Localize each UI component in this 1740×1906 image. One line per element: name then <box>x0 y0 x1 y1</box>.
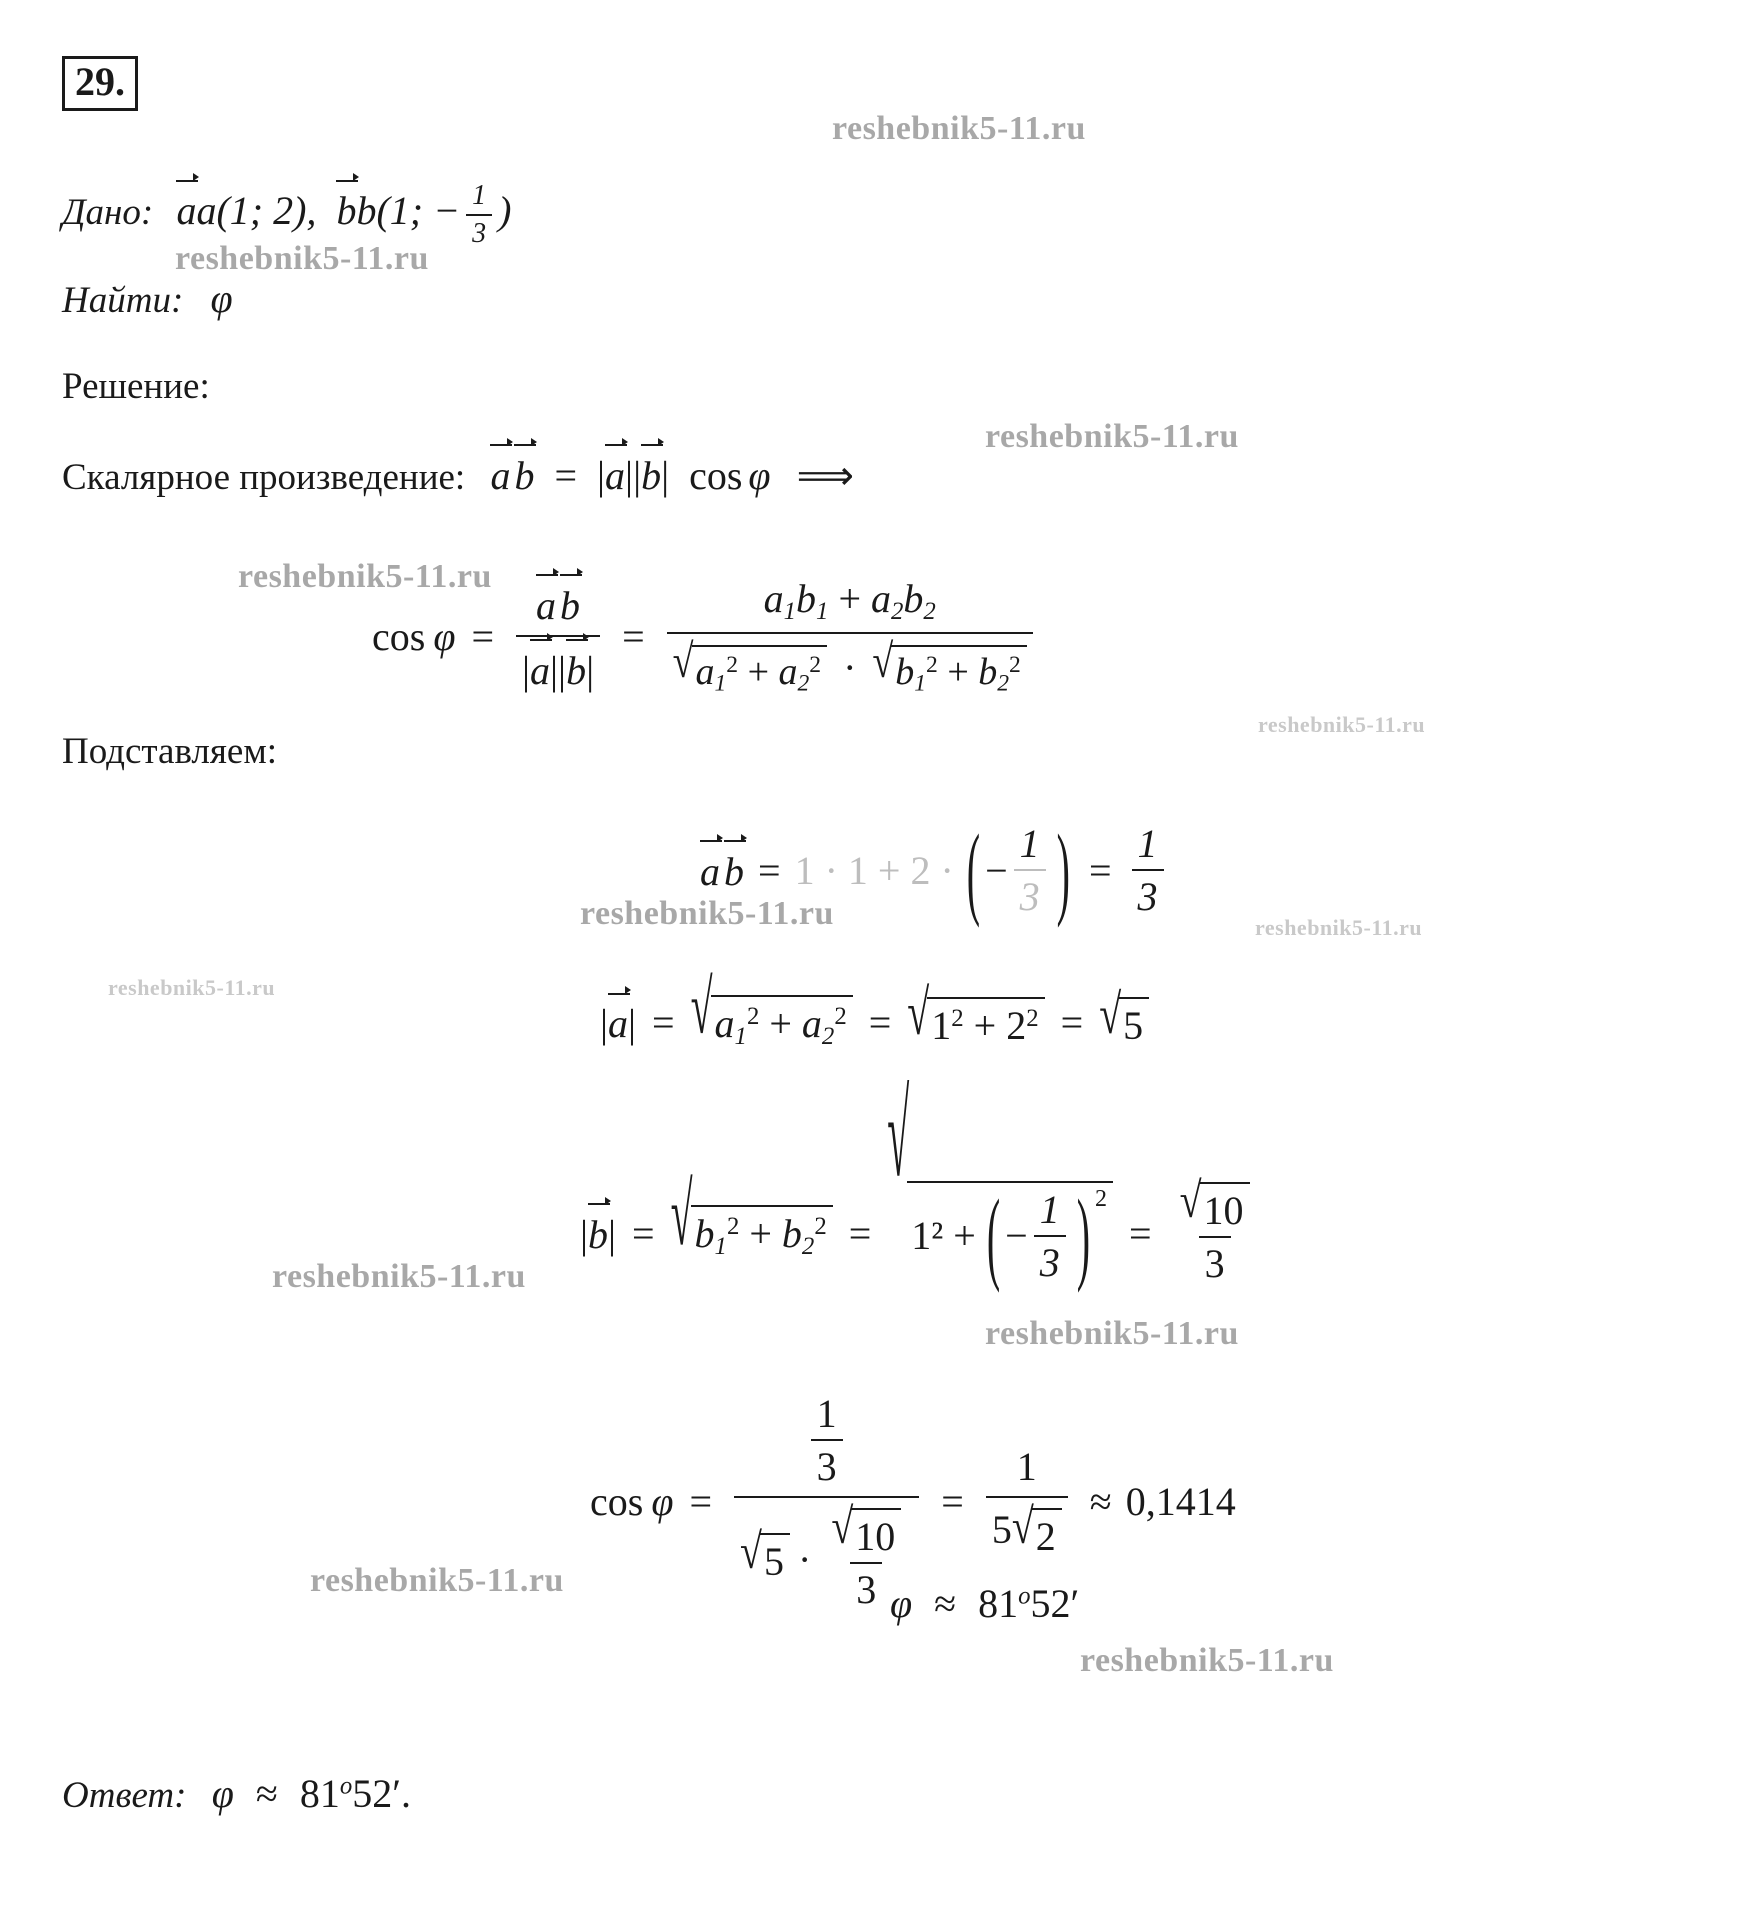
step-dot-minus: − <box>985 847 1008 893</box>
dot-cos: cos <box>689 453 743 498</box>
dot-lhs-a: a <box>490 450 510 499</box>
watermark: reshebnik5-11.ru <box>108 975 276 1000</box>
find-label: Найти: <box>62 280 184 321</box>
step-cos-res-num: 1 <box>1016 1444 1037 1489</box>
step-abs-b-expr2-lead: 1² + <box>911 1213 976 1259</box>
step-abs-a-eq3: = <box>1060 1000 1084 1046</box>
step-abs-a: |a| = √ $a_1^2 + a_2^2$ = √ $1^2 + 2^2$ = √ 5 <box>600 995 1149 1051</box>
answer-label: Ответ: <box>62 1775 187 1816</box>
watermark: reshebnik5-11.ru <box>175 240 429 277</box>
watermark: reshebnik5-11.ru <box>832 110 1086 147</box>
step-abs-a-expr2: $1^2 + 2^2$ <box>927 997 1044 1049</box>
dot-abs-a: a <box>605 450 625 499</box>
phi-result-degrees: 81 <box>978 1581 1019 1626</box>
cos-formula-cos: cos <box>372 614 426 660</box>
step-cos-num: $\frac{1}{3}$ <box>799 1390 855 1496</box>
given-vector-a: a(1; 2), <box>196 188 317 234</box>
watermark: reshebnik5-11.ru <box>985 418 1239 455</box>
cos-formula-num1: a b <box>530 580 586 635</box>
step-cos-eq1: = <box>689 1478 713 1524</box>
step-cos-cos: cos <box>590 1478 644 1524</box>
dot-lhs-b: b <box>514 450 534 499</box>
step-abs-b-res-den: 3 <box>1199 1236 1231 1287</box>
phi-result <box>890 1580 1079 1627</box>
substitute-label: Подставляем: <box>62 731 278 772</box>
answer-deg-sym: o <box>339 1772 353 1800</box>
step-dot-eq2: = <box>1088 847 1112 893</box>
vector-b-symbol: b <box>336 185 356 234</box>
step-abs-b: |b| = √ $b_1^2 + b_2^2$ = √ 1² + ( − $\frac{1}{3}$ ) 2 = √ 10 3 <box>580 1180 1262 1287</box>
given-line <box>62 180 511 250</box>
step-dot-terms: 1 · 1 + 2 · <box>794 847 954 893</box>
step-abs-b-eq3: = <box>1129 1210 1152 1256</box>
step-abs-a-eq1: = <box>652 1000 675 1046</box>
dot-product-line: Скалярное произведение: a b = |a||b| cos φ ⟹ <box>62 450 854 499</box>
answer-period: . <box>400 1771 411 1816</box>
phi-result-deg-sym: o <box>1018 1582 1031 1610</box>
cos-formula <box>372 575 1039 698</box>
cos-formula-num2: $a_1b_1 + a_2b_2$ <box>763 576 936 625</box>
step-cos-res-den: 5 √ 2 <box>986 1496 1068 1560</box>
answer-line <box>62 1770 411 1817</box>
watermark: reshebnik5-11.ru <box>1258 712 1426 737</box>
answer-approx: ≈ <box>255 1771 278 1816</box>
step-abs-b-expr2: 1² + ( − $\frac{1}{3}$ ) 2 <box>907 1181 1113 1286</box>
find-value: φ <box>210 276 233 321</box>
watermark: reshebnik5-11.ru <box>580 895 834 932</box>
dot-implies: ⟹ <box>796 453 854 498</box>
step-dot-res-den: 3 <box>1132 869 1164 920</box>
step-abs-b-res-num: √ 10 <box>1174 1180 1256 1236</box>
watermark: reshebnik5-11.ru <box>1080 1642 1334 1679</box>
answer-min-sym: ′ <box>392 1771 401 1816</box>
step-cos-den: √ 5 · √ 10 3 <box>734 1496 919 1613</box>
step-abs-a-eq2: = <box>868 1000 892 1046</box>
cos-formula-den1: |a||b| <box>516 635 600 694</box>
problem-number: 29. <box>62 56 138 111</box>
cos-formula-eq1: = <box>471 614 495 660</box>
step-abs-b-eq1: = <box>632 1210 655 1256</box>
given-frac-num: 1 <box>472 180 487 211</box>
watermark: reshebnik5-11.ru <box>1255 915 1423 940</box>
given-vector-b-prefix: b(1; − <box>356 188 461 234</box>
step-dot-frac-den: 3 <box>1014 869 1046 920</box>
watermark: reshebnik5-11.ru <box>310 1562 564 1599</box>
cos-formula-eq2: = <box>622 614 645 660</box>
step-cos-phi: φ <box>651 1478 674 1524</box>
find-line <box>62 275 233 322</box>
phi-result-min-sym: ′ <box>1070 1581 1080 1626</box>
dot-phi: φ <box>748 453 771 498</box>
phi-result-minutes: 52 <box>1030 1581 1071 1626</box>
vector-a-symbol: a <box>176 185 196 234</box>
watermark: reshebnik5-11.ru <box>272 1258 526 1295</box>
given-label: Дано: <box>62 192 154 234</box>
step-cos-approx: ≈ <box>1089 1478 1112 1524</box>
step-cos-eq2: = <box>941 1478 964 1524</box>
step-abs-b-expr2-den: 3 <box>1034 1235 1066 1286</box>
cos-formula-den2: √ $a_1^2 + a_2^2$ · √ $b_1^2 + b_2^2$ <box>667 632 1033 698</box>
step-abs-b-expr2-num: 1 <box>1039 1186 1060 1232</box>
cos-formula-den2-dot: · <box>843 644 857 690</box>
dot-product-label: Скалярное произведение: <box>62 457 466 498</box>
step-abs-b-expr2-pow: 2 <box>1095 1185 1108 1212</box>
cos-formula-phi: φ <box>433 614 456 660</box>
step-dot-eq1: = <box>758 847 781 893</box>
step-abs-b-expr1: $b_1^2 + b_2^2$ <box>691 1205 833 1261</box>
phi-result-approx: ≈ <box>934 1581 957 1626</box>
phi-result-phi: φ <box>890 1581 913 1626</box>
dot-equals: = <box>554 453 578 498</box>
step-abs-b-expr2-minus: − <box>1005 1213 1028 1259</box>
step-dot-product: a b = 1 · 1 + 2 · ( − $\frac{1}{3}$ ) = $\frac{1}{3}$ <box>700 820 1170 920</box>
step-dot-a: a <box>700 846 720 895</box>
step-abs-b-eq2: = <box>848 1210 872 1256</box>
solution-label: Решение: <box>62 366 210 407</box>
step-abs-a-expr1: $a_1^2 + a_2^2$ <box>711 995 853 1051</box>
step-dot-frac-num: 1 <box>1019 821 1040 866</box>
answer-minutes: 52 <box>352 1771 393 1816</box>
watermark: reshebnik5-11.ru <box>985 1315 1239 1352</box>
given-frac-den: 3 <box>466 214 492 250</box>
answer-phi: φ <box>211 1771 234 1816</box>
answer-degrees: 81 <box>299 1771 340 1816</box>
watermark: reshebnik5-11.ru <box>238 558 492 595</box>
step-cos-number: 0,1414 <box>1125 1478 1236 1524</box>
given-close-paren: ) <box>498 188 512 234</box>
step-dot-b: b <box>724 846 744 895</box>
step-abs-a-result: 5 <box>1119 997 1149 1049</box>
dot-abs-b: b <box>641 450 661 499</box>
step-dot-res-num: 1 <box>1137 821 1158 866</box>
